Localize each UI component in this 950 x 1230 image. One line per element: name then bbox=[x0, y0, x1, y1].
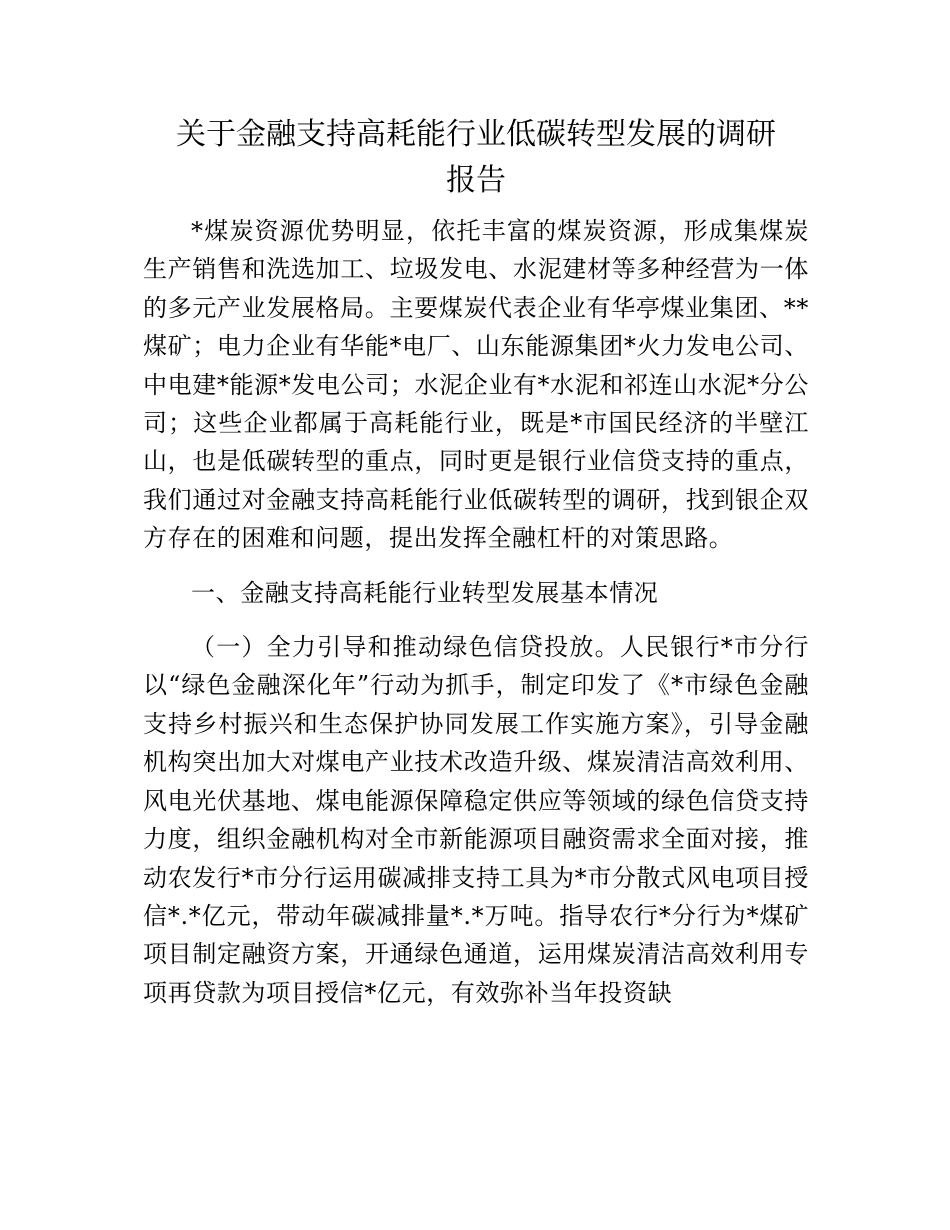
document-title-line-1: 关于金融支持高耗能行业低碳转型发展的调研 bbox=[176, 117, 776, 152]
document-body bbox=[143, 212, 809, 1012]
intro-paragraph: *煤炭资源优势明显，依托丰富的煤炭资源，形成集煤炭生产销售和洗选加工、垃圾发电、水泥建材等多种经营为一体的多元产业发展格局。主要煤炭代表企业有华亭煤业集团、**煤矿；电力企业有华能*电厂、山东能源集团*火力发电公司、中电建*能源*发电公司；水泥企业有*水泥和祁连山水泥*分公司；这些企业都属于高耗能行业，既是*市国民经济的半壁江山，也是低碳转型的重点，同时更是银行业信贷支持的重点，我们通过对金融支持高耗能行业低碳转型的调研，找到银企双方存在的困难和问题，提出发挥全融杠杆的对策思路。 bbox=[143, 217, 809, 553]
document-title-line-2: 报告 bbox=[446, 163, 506, 198]
section-heading: 一、金融支持高耗能行业转型发展基本情况 bbox=[191, 578, 659, 607]
document-title bbox=[143, 112, 809, 204]
section-paragraph: （一）全力引导和推动绿色信贷投放。人民银行*市分行以“绿色金融深化年”行动为抓手，制定印发了《*市绿色金融支持乡村振兴和生态保护协同发展工作实施方案》，引导金融机构突出加大对煤电产业技术改造升级、煤炭清洁高效利用、风电光伏基地、煤电能源保障稳定供应等领域的绿色信贷支持力度，组织金融机构对全市新能源项目融资需求全面对接，推动农发行*市分行运用碳减排支持工具为*市分散式风电项目授信*.*亿元，带动年碳减排量*.*万吨。指导农行*分行为*煤矿项目制定融资方案，开通绿色通道，运用煤炭清洁高效利用专项再贷款为项目授信*亿元，有效弥补当年投资缺 bbox=[143, 633, 809, 1007]
document-content bbox=[143, 112, 809, 1012]
